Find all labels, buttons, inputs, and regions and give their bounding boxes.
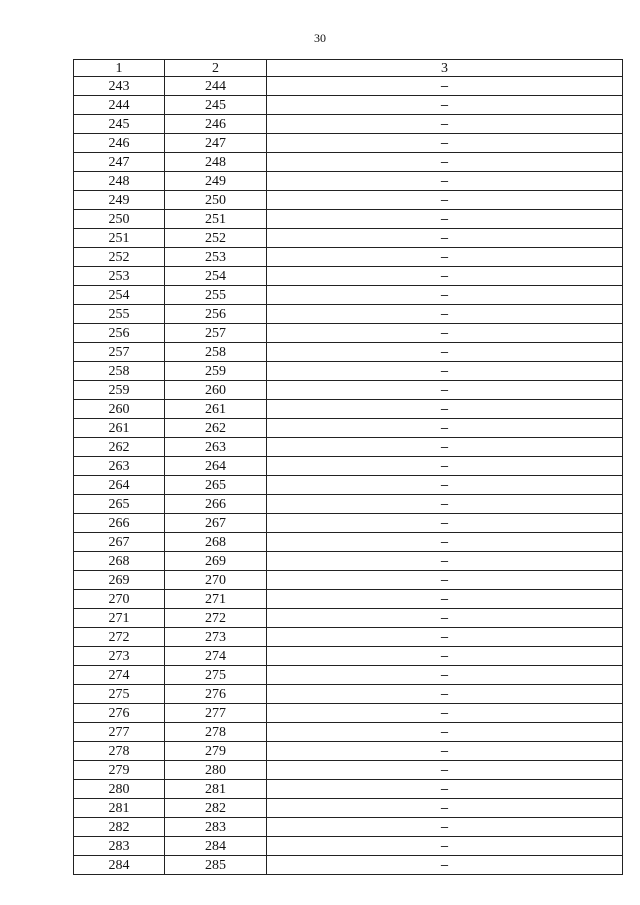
dash-value: – — [440, 192, 449, 207]
table-cell-col-2: 261 — [165, 400, 267, 419]
table-cell-col-2: 281 — [165, 780, 267, 799]
dash-value: – — [440, 629, 449, 644]
table-cell-col-2: 276 — [165, 685, 267, 704]
dash-value: – — [440, 249, 449, 264]
dash-value: – — [440, 686, 449, 701]
table-cell-col-1: 282 — [74, 818, 165, 837]
table-cell-col-1: 251 — [74, 229, 165, 248]
table-row — [74, 267, 623, 286]
table-cell-col-3 — [267, 153, 623, 172]
table-cell-col-2: 259 — [165, 362, 267, 381]
table-body — [74, 77, 623, 875]
table-cell-col-1: 258 — [74, 362, 165, 381]
table-cell-col-1: 260 — [74, 400, 165, 419]
table-cell-col-2: 248 — [165, 153, 267, 172]
table-row — [74, 780, 623, 799]
table-cell-col-1: 275 — [74, 685, 165, 704]
table-cell-col-1: 264 — [74, 476, 165, 495]
data-table — [73, 59, 623, 875]
table-cell-col-2: 256 — [165, 305, 267, 324]
table-cell-col-2: 263 — [165, 438, 267, 457]
table-row — [74, 685, 623, 704]
table-cell-col-3 — [267, 229, 623, 248]
table-row — [74, 191, 623, 210]
table-cell-col-2: 268 — [165, 533, 267, 552]
table-cell-col-2: 249 — [165, 172, 267, 191]
dash-value: – — [440, 173, 449, 188]
table-cell-col-1: 249 — [74, 191, 165, 210]
table-cell-col-1: 277 — [74, 723, 165, 742]
table-cell-col-3 — [267, 799, 623, 818]
table-cell-col-1: 244 — [74, 96, 165, 115]
table-row — [74, 761, 623, 780]
table-row — [74, 172, 623, 191]
page-number: 30 — [314, 31, 326, 45]
dash-value: – — [440, 154, 449, 169]
table-cell-col-3 — [267, 400, 623, 419]
table-cell-col-2: 246 — [165, 115, 267, 134]
table-cell-col-1: 263 — [74, 457, 165, 476]
table-cell-col-1: 248 — [74, 172, 165, 191]
table-cell-col-2: 262 — [165, 419, 267, 438]
table-cell-col-1: 266 — [74, 514, 165, 533]
table-cell-col-3 — [267, 267, 623, 286]
table-cell-col-1: 257 — [74, 343, 165, 362]
table-cell-col-1: 278 — [74, 742, 165, 761]
table-cell-col-3 — [267, 419, 623, 438]
table-cell-col-3 — [267, 210, 623, 229]
table-cell-col-2: 267 — [165, 514, 267, 533]
table-cell-col-1: 273 — [74, 647, 165, 666]
dash-value: – — [440, 458, 449, 473]
dash-value: – — [440, 838, 449, 853]
dash-value: – — [440, 97, 449, 112]
table-row — [74, 305, 623, 324]
dash-value: – — [440, 515, 449, 530]
dash-value: – — [440, 572, 449, 587]
table-cell-col-1: 279 — [74, 761, 165, 780]
table-cell-col-3 — [267, 96, 623, 115]
table-cell-col-3 — [267, 514, 623, 533]
table-row — [74, 723, 623, 742]
table-cell-col-2: 277 — [165, 704, 267, 723]
table-cell-col-1: 265 — [74, 495, 165, 514]
dash-value: – — [440, 591, 449, 606]
table-cell-col-2: 245 — [165, 96, 267, 115]
table-row — [74, 248, 623, 267]
table-row — [74, 590, 623, 609]
table-row — [74, 571, 623, 590]
table-cell-col-2: 285 — [165, 856, 267, 875]
table-cell-col-2: 282 — [165, 799, 267, 818]
table-cell-col-3 — [267, 647, 623, 666]
table-cell-col-1: 283 — [74, 837, 165, 856]
table-row — [74, 115, 623, 134]
table-row — [74, 400, 623, 419]
table-cell-col-3 — [267, 590, 623, 609]
table-cell-col-3 — [267, 704, 623, 723]
table-row — [74, 77, 623, 96]
table-row — [74, 457, 623, 476]
table-cell-col-3 — [267, 837, 623, 856]
table-row — [74, 134, 623, 153]
table-cell-col-2: 272 — [165, 609, 267, 628]
dash-value: – — [440, 667, 449, 682]
dash-value: – — [440, 705, 449, 720]
table-cell-col-3 — [267, 286, 623, 305]
table-cell-col-1: 255 — [74, 305, 165, 324]
table-cell-col-1: 256 — [74, 324, 165, 343]
table-cell-col-1: 243 — [74, 77, 165, 96]
table-cell-col-3 — [267, 134, 623, 153]
table-cell-col-2: 271 — [165, 590, 267, 609]
dash-value: – — [440, 135, 449, 150]
table-cell-col-3 — [267, 856, 623, 875]
table-header — [74, 60, 623, 77]
table-row — [74, 438, 623, 457]
table-cell-col-2: 278 — [165, 723, 267, 742]
table-cell-col-3 — [267, 609, 623, 628]
table-cell-col-3 — [267, 780, 623, 799]
table-row — [74, 286, 623, 305]
table-cell-col-3 — [267, 552, 623, 571]
table-cell-col-3 — [267, 723, 623, 742]
table-row — [74, 362, 623, 381]
table-cell-col-2: 251 — [165, 210, 267, 229]
dash-value: – — [440, 781, 449, 796]
table-cell-col-2: 265 — [165, 476, 267, 495]
dash-value: – — [440, 344, 449, 359]
table-row — [74, 476, 623, 495]
table-cell-col-3 — [267, 685, 623, 704]
column-header-3: 3 — [267, 60, 623, 77]
table-cell-col-3 — [267, 324, 623, 343]
dash-value: – — [440, 724, 449, 739]
dash-value: – — [440, 78, 449, 93]
table-cell-col-3 — [267, 362, 623, 381]
table-cell-col-3 — [267, 742, 623, 761]
table-cell-col-1: 284 — [74, 856, 165, 875]
table-cell-col-3 — [267, 628, 623, 647]
dash-value: – — [440, 534, 449, 549]
table-cell-col-2: 258 — [165, 343, 267, 362]
table-cell-col-3 — [267, 666, 623, 685]
dash-value: – — [440, 401, 449, 416]
dash-value: – — [440, 382, 449, 397]
table-cell-col-2: 284 — [165, 837, 267, 856]
table-row — [74, 799, 623, 818]
dash-value: – — [440, 496, 449, 511]
table-row — [74, 153, 623, 172]
table-cell-col-3 — [267, 343, 623, 362]
table-cell-col-3 — [267, 77, 623, 96]
table-row — [74, 495, 623, 514]
table-cell-col-1: 281 — [74, 799, 165, 818]
table-row — [74, 818, 623, 837]
table-row — [74, 609, 623, 628]
table-row — [74, 229, 623, 248]
table-row — [74, 552, 623, 571]
table-cell-col-3 — [267, 457, 623, 476]
table-cell-col-2: 260 — [165, 381, 267, 400]
table-cell-col-1: 268 — [74, 552, 165, 571]
table-cell-col-3 — [267, 571, 623, 590]
dash-value: – — [440, 211, 449, 226]
dash-value: – — [440, 268, 449, 283]
dash-value: – — [440, 439, 449, 454]
table-cell-col-2: 244 — [165, 77, 267, 96]
table-cell-col-1: 253 — [74, 267, 165, 286]
table-cell-col-1: 272 — [74, 628, 165, 647]
table-cell-col-2: 269 — [165, 552, 267, 571]
dash-value: – — [440, 230, 449, 245]
table-cell-col-1: 267 — [74, 533, 165, 552]
table-row — [74, 381, 623, 400]
dash-value: – — [440, 648, 449, 663]
table-cell-col-1: 262 — [74, 438, 165, 457]
table-cell-col-1: 254 — [74, 286, 165, 305]
table-row — [74, 419, 623, 438]
table-cell-col-3 — [267, 438, 623, 457]
table-cell-col-3 — [267, 495, 623, 514]
header-row — [74, 60, 623, 77]
table-cell-col-2: 266 — [165, 495, 267, 514]
table-cell-col-1: 250 — [74, 210, 165, 229]
table-cell-col-1: 259 — [74, 381, 165, 400]
table-cell-col-1: 271 — [74, 609, 165, 628]
table-cell-col-3 — [267, 381, 623, 400]
table-cell-col-2: 250 — [165, 191, 267, 210]
table-cell-col-2: 270 — [165, 571, 267, 590]
table-cell-col-1: 246 — [74, 134, 165, 153]
table-cell-col-2: 273 — [165, 628, 267, 647]
dash-value: – — [440, 857, 449, 872]
dash-value: – — [440, 325, 449, 340]
table-row — [74, 96, 623, 115]
column-header-1: 1 — [74, 60, 165, 77]
table-cell-col-3 — [267, 818, 623, 837]
table-cell-col-1: 269 — [74, 571, 165, 590]
dash-value: – — [440, 610, 449, 625]
table-cell-col-3 — [267, 191, 623, 210]
table-cell-col-1: 274 — [74, 666, 165, 685]
dash-value: – — [440, 116, 449, 131]
table-row — [74, 837, 623, 856]
dash-value: – — [440, 306, 449, 321]
table-cell-col-2: 255 — [165, 286, 267, 305]
table-cell-col-2: 254 — [165, 267, 267, 286]
table-cell-col-3 — [267, 115, 623, 134]
dash-value: – — [440, 819, 449, 834]
table-cell-col-2: 275 — [165, 666, 267, 685]
table-cell-col-1: 280 — [74, 780, 165, 799]
dash-value: – — [440, 553, 449, 568]
dash-value: – — [440, 363, 449, 378]
table-cell-col-1: 247 — [74, 153, 165, 172]
table-cell-col-2: 247 — [165, 134, 267, 153]
table-cell-col-3 — [267, 533, 623, 552]
dash-value: – — [440, 800, 449, 815]
table-row — [74, 324, 623, 343]
dash-value: – — [440, 743, 449, 758]
table-cell-col-3 — [267, 305, 623, 324]
dash-value: – — [440, 477, 449, 492]
table-cell-col-2: 264 — [165, 457, 267, 476]
dash-value: – — [440, 762, 449, 777]
table-cell-col-2: 252 — [165, 229, 267, 248]
table-row — [74, 514, 623, 533]
table-row — [74, 742, 623, 761]
table-cell-col-2: 279 — [165, 742, 267, 761]
table-cell-col-1: 245 — [74, 115, 165, 134]
table-cell-col-3 — [267, 761, 623, 780]
table-cell-col-1: 270 — [74, 590, 165, 609]
table-cell-col-2: 274 — [165, 647, 267, 666]
table-cell-col-1: 252 — [74, 248, 165, 267]
column-header-2: 2 — [165, 60, 267, 77]
table-row — [74, 343, 623, 362]
table-cell-col-2: 253 — [165, 248, 267, 267]
table-cell-col-3 — [267, 476, 623, 495]
table-row — [74, 533, 623, 552]
table-cell-col-2: 257 — [165, 324, 267, 343]
table-cell-col-2: 280 — [165, 761, 267, 780]
table-cell-col-2: 283 — [165, 818, 267, 837]
table-row — [74, 666, 623, 685]
table-row — [74, 628, 623, 647]
table-cell-col-3 — [267, 172, 623, 191]
table-row — [74, 856, 623, 875]
dash-value: – — [440, 420, 449, 435]
table-row — [74, 704, 623, 723]
table-cell-col-1: 276 — [74, 704, 165, 723]
table-row — [74, 210, 623, 229]
table-cell-col-1: 261 — [74, 419, 165, 438]
table-row — [74, 647, 623, 666]
table-cell-col-3 — [267, 248, 623, 267]
dash-value: – — [440, 287, 449, 302]
